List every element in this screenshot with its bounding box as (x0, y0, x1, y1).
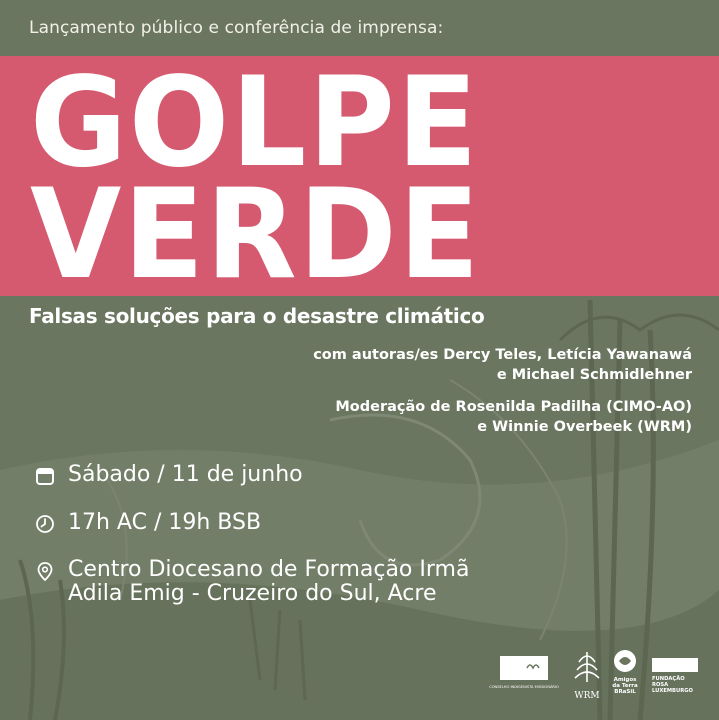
rosa-line-3: LUXEMBURGO (652, 688, 693, 694)
amigos-line-3: BRaSiL (614, 689, 636, 695)
rosa-line-1: FUNDAÇÃO (652, 676, 685, 682)
moderation-block (335, 397, 692, 437)
event-location (68, 558, 469, 606)
authors-line-2: e Michael Schmidlehner (496, 367, 692, 383)
partner-logos (489, 644, 707, 704)
cimi-logo (489, 656, 559, 689)
clock-icon (35, 514, 55, 534)
event-location-line-2: Adila Emig - Cruzeiro do Sul, Acre (68, 581, 437, 606)
event-date: Sábado / 11 de junho (68, 462, 303, 487)
event-date-row (35, 463, 303, 487)
headline-line-2: VERDE (30, 161, 482, 307)
amigos-line-2: da Terra (612, 683, 638, 689)
cimi-logo-text: CONSELHO INDIGENISTA MISSIONÁRIO (489, 685, 559, 689)
subtitle: Falsas soluções para o desastre climático (29, 304, 485, 328)
headline-line-1: GOLPE (30, 49, 480, 195)
intro-text: Lançamento público e conferência de imprensa: (29, 18, 444, 38)
moderation-line-2: e Winnie Overbeek (WRM) (477, 419, 692, 435)
moderation-line-1: Moderação de Rosenilda Padilha (CIMO-AO) (335, 399, 692, 415)
calendar-icon (35, 466, 55, 486)
authors-block (313, 345, 692, 385)
wrm-logo (574, 652, 599, 701)
event-location-line-1: Centro Diocesano de Formação Irmã (68, 557, 470, 582)
authors-line-1: com autoras/es Dercy Teles, Letícia Yawanawá (313, 347, 692, 363)
event-time-row (35, 511, 261, 535)
location-pin-icon (35, 561, 55, 581)
event-time: 17h AC / 19h BSB (68, 510, 262, 535)
amigos-line-1: Amigos (613, 677, 637, 683)
rosa-luxemburgo-logo (652, 658, 698, 694)
amigos-da-terra-logo (612, 650, 638, 695)
wrm-logo-text: WRM (574, 691, 600, 701)
rosa-line-2: ROSA (652, 682, 669, 688)
event-location-row (35, 558, 469, 606)
